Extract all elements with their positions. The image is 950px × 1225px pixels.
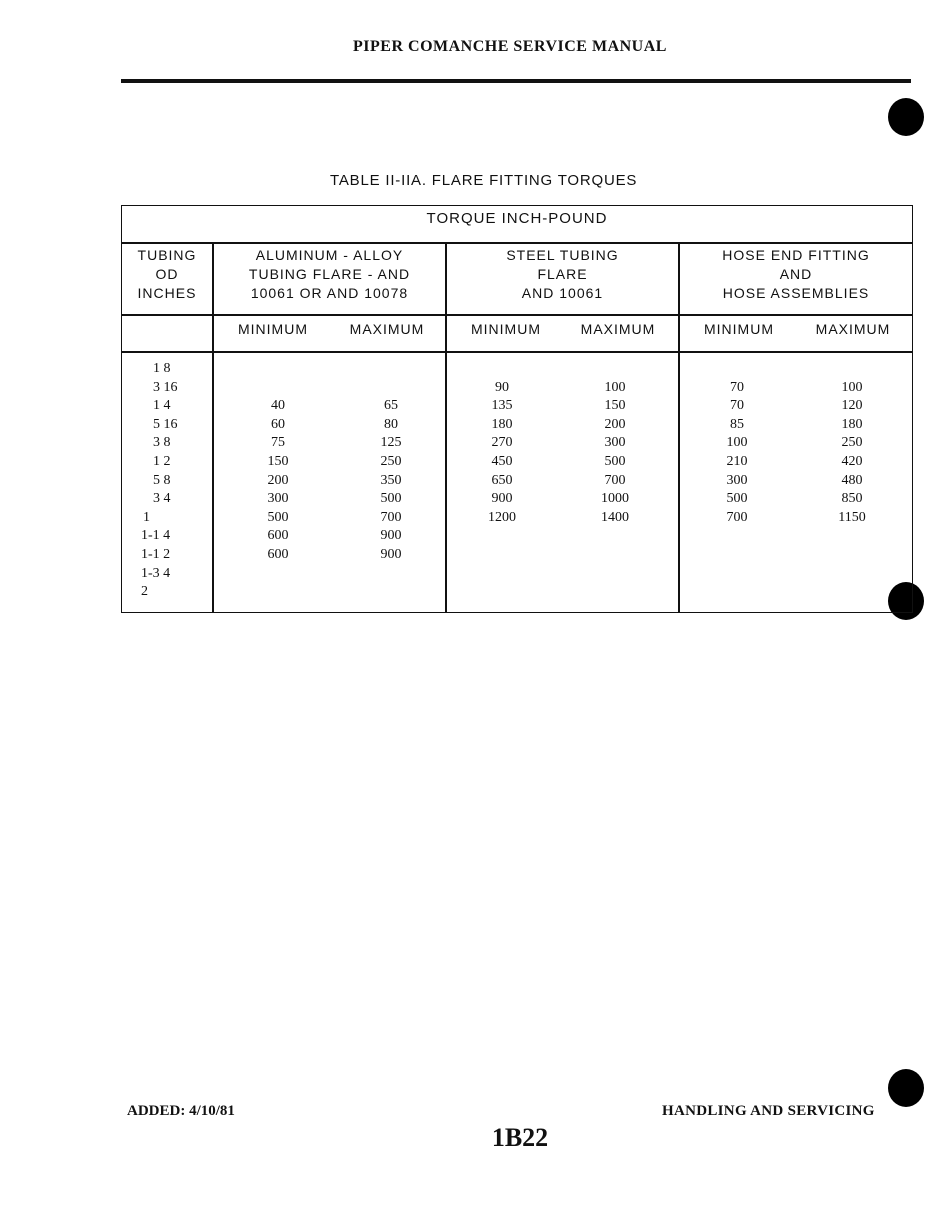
torque-value-cell: 500: [267, 509, 289, 525]
tubing-size-cell: 1-1 4: [141, 528, 171, 544]
torque-value-cell: 180: [491, 416, 513, 432]
torque-value-cell: 40: [271, 398, 285, 414]
punch-hole-top: [888, 98, 924, 136]
group-header-line: 10061 OR AND 10078: [250, 285, 409, 301]
torque-value-cell: 300: [604, 435, 626, 451]
torque-value-cell: 700: [604, 472, 626, 488]
torque-value-cell: 500: [604, 454, 626, 469]
torque-value-cell: 65: [384, 398, 398, 414]
section-title: HANDLING AND SERVICING: [662, 1103, 875, 1119]
added-date: ADDED: 4/10/81: [127, 1103, 235, 1119]
torque-value-cell: 900: [380, 547, 402, 562]
group-header-line: AND 10061: [521, 285, 604, 301]
torque-value-cell: 500: [380, 491, 402, 507]
torque-value-cell: 80: [384, 416, 398, 432]
torque-value-cell: 135: [491, 398, 513, 414]
table-rule: [122, 351, 912, 353]
header-rule: [121, 79, 911, 83]
torque-value-cell: 150: [604, 398, 626, 414]
torque-value-cell: 100: [726, 435, 748, 451]
page-header: PIPER COMANCHE SERVICE MANUAL: [353, 38, 667, 55]
group-header-line: AND: [779, 266, 813, 282]
punch-hole-bottom: [888, 1069, 924, 1107]
torque-value-cell: 600: [267, 547, 289, 562]
torque-value-cell: 300: [267, 491, 289, 507]
torque-value-cell: 480: [841, 472, 863, 488]
steel-group-header: [447, 246, 678, 303]
torque-value-cell: 100: [841, 379, 863, 395]
tubing-size-cell: 1 8: [153, 361, 171, 376]
torque-value-cell: 70: [730, 379, 744, 395]
torque-value-cell: 70: [730, 398, 744, 414]
group-header-line: FLARE: [537, 266, 588, 282]
table-rule: [122, 314, 912, 316]
group-header-line: STEEL TUBING: [506, 247, 619, 263]
torque-value-cell: 250: [380, 454, 402, 469]
torque-value-cell: 1150: [838, 509, 866, 525]
aluminum-group-header: [214, 246, 445, 303]
torque-value-cell: 1000: [601, 491, 629, 507]
tubing-size-cell: 5 16: [153, 416, 178, 432]
torque-value-cell: 60: [271, 416, 285, 432]
torque-value-cell: 85: [730, 416, 744, 432]
size-header-line: OD: [155, 266, 179, 282]
size-header-line: TUBING: [137, 247, 197, 263]
group-header-line: HOSE END FITTING: [722, 247, 870, 263]
hose-group-header: [680, 246, 912, 303]
size-header-line: INCHES: [137, 285, 197, 301]
torque-value-cell: 100: [604, 379, 626, 395]
tubing-size-cell: 3 16: [153, 379, 178, 395]
tubing-size-cell: 1: [143, 509, 150, 525]
torque-value-cell: 120: [841, 398, 863, 414]
torque-value-cell: 1400: [601, 509, 629, 525]
group-header-line: HOSE ASSEMBLIES: [722, 285, 870, 301]
torque-value-cell: 900: [380, 528, 402, 544]
tubing-size-cell: 3 8: [153, 435, 171, 451]
torque-value-cell: 600: [267, 528, 289, 544]
torque-value-cell: 180: [841, 416, 863, 432]
torque-value-cell: 850: [841, 491, 863, 507]
torque-value-cell: 500: [726, 491, 748, 507]
table-rule: [122, 242, 912, 244]
torque-value-cell: 450: [491, 454, 513, 469]
subheader-maximum: MAXIMUM: [815, 321, 891, 337]
torque-value-cell: 700: [380, 509, 402, 525]
torque-value-cell: 270: [491, 435, 513, 451]
torque-value-cell: 90: [495, 379, 509, 395]
tubing-size-cell: 1 4: [153, 398, 171, 414]
torque-value-cell: 420: [841, 454, 863, 469]
torque-caption: TORQUE INCH-POUND: [426, 210, 608, 227]
tubing-size-cell: 2: [141, 584, 148, 600]
tubing-size-cell: 5 8: [153, 472, 171, 488]
torque-value-cell: 125: [380, 435, 402, 451]
subheader-maximum: MAXIMUM: [349, 321, 425, 337]
torque-value-cell: 250: [841, 435, 863, 451]
torque-value-cell: 200: [267, 472, 289, 488]
subheader-maximum: MAXIMUM: [580, 321, 656, 337]
torque-value-cell: 200: [604, 416, 626, 432]
torque-value-cell: 350: [380, 472, 402, 488]
group-header-line: TUBING FLARE - AND: [248, 266, 411, 282]
subheader-minimum: MINIMUM: [704, 321, 774, 337]
torque-value-cell: 150: [267, 454, 289, 469]
table-title: TABLE II-IIA. FLARE FITTING TORQUES: [330, 172, 638, 189]
subheader-minimum: MINIMUM: [238, 321, 308, 337]
torque-value-cell: 75: [271, 435, 285, 451]
page-number: 1B22: [491, 1123, 549, 1152]
torque-value-cell: 700: [726, 509, 748, 525]
torque-value-cell: 300: [726, 472, 748, 488]
subheader-minimum: MINIMUM: [471, 321, 541, 337]
torque-table: [121, 205, 913, 613]
tubing-size-cell: 1 2: [153, 454, 171, 469]
torque-value-cell: 1200: [488, 509, 516, 525]
tubing-size-cell: 1-1 2: [141, 547, 171, 562]
torque-value-cell: 900: [491, 491, 513, 507]
torque-value-cell: 210: [726, 454, 748, 469]
group-header-line: ALUMINUM - ALLOY: [255, 247, 404, 263]
torque-value-cell: 650: [491, 472, 513, 488]
tubing-size-cell: 1-3 4: [141, 565, 171, 581]
tubing-size-cell: 3 4: [153, 491, 171, 507]
size-column-header: [122, 246, 212, 303]
